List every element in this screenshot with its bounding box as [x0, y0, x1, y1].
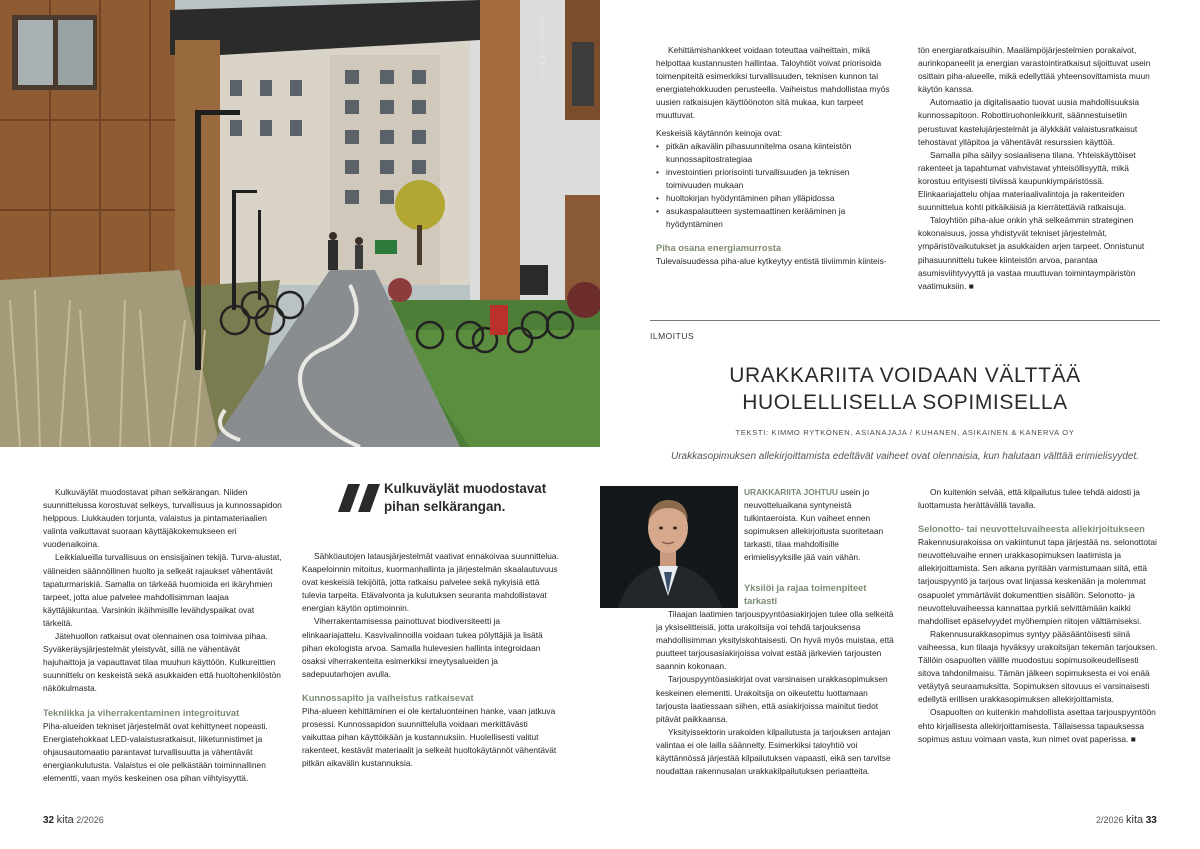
left-page-footer [43, 814, 104, 826]
advert-col-1-continued [656, 580, 894, 778]
list-item: • huoltokirjan hyödyntäminen pihan ylläpidossa [656, 192, 896, 205]
subheading: Yksilöi ja rajaa toimenpiteet tarkasti [744, 583, 867, 606]
subheading: Kunnossapito ja vaiheistus ratkaisevat [302, 692, 474, 703]
issue-number: 2/2026 [76, 815, 104, 825]
page-number: 32 [43, 815, 55, 826]
advert-col-1 [744, 486, 894, 565]
list-item: • investointien priorisointi turvallisuuden ja teknisen toimivuuden mukaan [656, 166, 896, 192]
bullet-list [656, 140, 896, 232]
paragraph: Tarjouspyyntöasiakirjat ovat varsinaisen urakkasopimuksen keskeinen elementti. Urakoitsija on oikeutettu luottamaan tarjousta laatiessaan siihen, että asiakirjoissa mainitut tiedot pitävät paikkaansa. [656, 674, 888, 724]
subheading: Tekniikka ja viherrakentaminen integroituvat [43, 707, 240, 718]
magazine-name: kita [1126, 814, 1144, 826]
left-col-2 [302, 550, 562, 770]
advert-label: ILMOITUS [650, 331, 695, 341]
right-col-1 [656, 44, 896, 268]
courtyard-photo [0, 0, 600, 447]
subheading: Piha osana energiamurrosta [656, 243, 782, 254]
issue-number: 2/2026 [1096, 815, 1124, 825]
left-col-1 [43, 486, 283, 785]
paragraph: Tilaajan laatimien tarjouspyyntöasiakirjojen tulee olla selkeitä ja yksiselitteisiä, jotta urakoitsija voi tehdä tarjouksensa mahdollisimman yksityiskohtaisesti. On hyvä myös muistaa, että puutteet tarjousasiakirjoissa voivat estää järkevien tarjousten saannin kokonaan. [656, 609, 894, 672]
paragraph: On kuitenkin selvää, että kilpailutus tulee tehdä aidosti ja luottamusta herättävällä tavalla. [918, 487, 1140, 511]
lead-rest: usein jo neuvotteluaikana syntyneistä tulkintaeroista. Kun vaiheet ennen sopimuksen allekirjoitusta suoritetaan tarkasti, tilaa mahdollisille erimielisyyksille jää vain vähän. [744, 487, 884, 563]
paragraph: Taloyhtiön piha-alue onkin yhä selkeämmin strateginen kokonaisuus, jossa yhdistyvät tekniset järjestelmät, ympäristövaikutukset ja asukkaiden arjen tarpeet. Onnistunut pihasuunnittelu tukee kiinteistön arvoa, parantaa asumisviihtyvyyttä ja vastaa muuttuvan toimintaympäristön vaatimuksiin. ■ [918, 215, 1145, 291]
paragraph [744, 486, 894, 565]
paragraph: Piha-alueiden tekniset järjestelmät ovat kehittyneet nopeasti. Energiatehokkaat LED-valaistusratkaisut, liiketunnistimet ja ohjausautomaatio parantavat turvallisuutta ja vähentävät energiankulutusta. Valaistus ei ole pelkästään toiminnallinen elementti, vaan myös keskeinen osa pihan viihtyisyyttä. [43, 720, 268, 783]
quote-mark-icon [338, 484, 382, 512]
byline: TEKSTI: KIMMO RYTKÖNEN, ASIANAJAJA / KUHANEN, ASIKAINEN & KANERVA OY [735, 428, 1075, 437]
magazine-name: kita [56, 814, 74, 826]
paragraph: Tulevaisuudessa piha-alue kytkeytyy entistä tiiviimmin kiinteis- [656, 256, 887, 267]
paragraph: Yksityissektorin urakoiden kilpailutusta ja tarjouksen antajan valintaa ei ole laillа säännelty. Esimerkiksi taloyhtiö voi käyttännössä järjestää kilpailutuksen vapaasti, eikä sen tarvitse noudattaa rakennusalan urakkakilpailutuksen periaatteita. [656, 726, 891, 777]
paragraph: Rakennusurakoissa on vakiintunut tapa järjestää ns. selonottotai neuvotteluvaihe ennen urakkasopimuksen laatimista ja allekirjoittamista. Sen aikana pyritään varmistumaan siitä, että tarjouspyyntö ja tarjous ovat linjassa keskenään ja molemmat osapuolet ymmärtävät dokumenttien sisällön. Selonotto- ja neuvotteluvaiheessa kannattaa pyrkiä selvittämään kaikki mahdolliset epäselvyydet myöhempien riitojen välttämiseksi. [918, 537, 1157, 626]
paragraph: Leikkialueilla turvallisuus on ensisijainen tekijä. Turva-alustat, välineiden säännöllinen huolto ja selkeät rajaukset vähentävät tapaturmariskiä. Samalla on tärkeää huomioida eri ikäryhmien tarpeet, jotta alue palvelee mahdollisimman laajaa käyttäjäkuntaa. Varsinkin ikäihmisille levähdyspaikat ovat tärkeitä. [43, 552, 282, 628]
paragraph: Rakennusurakkasopimus syntyy pääsääntöisesti siinä vaiheessa, kun tilaaja hyväksyy urakoitsijan tekemän tarjouksen. Tällöin osapuolten välille muodostuu sopimusoikeudellisesti sitova tahdonilmaisu. Tämän jälkeen sopimuksesta ei voi enää vetäytyä seuraamuksitta. Sopimuksen sitovuus ei varsinaisesti edellytä erillisen urakkasopimuksen allekirjoittamista. [918, 628, 1158, 705]
right-col-2 [918, 44, 1158, 293]
subheading: Selonotto- tai neuvotteluvaiheesta allekirjoitukseen [918, 524, 1145, 535]
photo-credit: KUVA: PEKELS [538, 14, 545, 79]
list-item: • pitkän aikavälin pihasuunnitelma osana kiinteistön kunnossapitostrategiaa [656, 140, 896, 166]
paragraph: Automaatio ja digitalisaatio tuovat uusia mahdollisuuksia kunnossapitoon. Robottiruohonleikkurit, säännestuisetiin perustuvat kastelujärjestelmät ja älykkäät valaistusratkaisut tehostavat ylläpitoa ja vähentävät resurssien käyttöä. [918, 97, 1140, 147]
page-number: 33 [1145, 815, 1157, 826]
pull-quote-text: Kulkuväylät muodostavat pihan selkärangan. [384, 481, 547, 514]
advert-col-2 [918, 486, 1158, 746]
list-title: Keskeisiä käytännön keinoja ovat: [656, 127, 783, 138]
advert-title: URAKKARIITA VOIDAAN VÄLTTÄÄ HUOLELLISELLA SOPIMISELLA [729, 364, 1081, 414]
paragraph: Sähköautojen latausjärjestelmät vaativat ennakoivaa suunnittelua. Kaapeloinnin mitoitus, kuormanhallinta ja järjestelmän skaalautuvuus ovat keskeisiä tekijöitä, jotta ratkaisu palvelee sekä nykyisiä että tulevia tarpeita. Etävalvonta ja kulutuksen seuranta mahdollistavat energian käytön optimoinnin. [302, 551, 559, 614]
section-divider [650, 320, 1160, 321]
paragraph: Osapuolten on kuitenkin mahdollista asettaa tarjouspyyntöön ehto kirjallisesta allekirjoittamisesta. Tällaisessa tapauksessa sopimus astuu voimaan vasta, kun nimet ovat paperissa. ■ [918, 707, 1156, 744]
paragraph: tön energiaratkaisuihin. Maalämpöjärjestelmien porakaivot, aurinkopaneelit ja energian varastointiratkaisut sijoittuvat usein osittain piha-alueelle, mikä edellyttää yhteensovittamista muun käytön kanssa. [918, 45, 1151, 95]
paragraph: Jätehuollon ratkaisut ovat olennainen osa toimivaa pihaa. Syväkeräysjärjestelmät yleistyvät, sillä ne vähentävät hajuhaittoja ja vapauttavat tilaa muuhun käyttöön. Kulkureittien suunnittelu on keskeistä sekä asukkaiden että huoltohenkilöstön näkökulmasta. [43, 631, 281, 694]
paragraph: Kehittämishankkeet voidaan toteuttaa vaiheittain, mikä helpottaa kustannusten hallintaa. Taloyhtiöt voivat priorisoida toimenpiteitä esimerkiksi turvallisuuden, teknisen kunnon tai energiatehokkuuden perusteella. Vaiheistus mahdollistaa myös uusien ratkaisujen käyttöönoton sitä mukaa, kun tarpeet muuttuvat. [656, 45, 890, 121]
paragraph: Kulkuväylät muodostavat pihan selkärangan. Niiden suunnittelussa korostuvat selkeys, turvallisuus ja kunnossapidon helppous. Liukkauden torjunta, valaistus ja pintamateriaalien valinta vaikuttavat suoraan käyttäjäkokemukseen eri vuodenaikoina. [43, 487, 282, 550]
paragraph: Piha-alueen kehittäminen ei ole kertaluonteinen hanke, vaan jatkuva prosessi. Kunnossapidon suunnittelulla voidaan merkittävästi vaikuttaa pihan käyttöikään ja kustannuksiin. Huolellisesti valitut rakenteet, kestävät materiaalit ja selkeät huoltokäytännöt vähentävät pitkän aikavälin kustannuksia. [302, 705, 557, 769]
list-item: • asukaspalautteen systemaattinen kerääminen ja hyödyntäminen [656, 205, 896, 231]
paragraph: Viherrakentamisessa painottuvat biodiversiteetti ja elinkaariajattelu. Kasvivalinnoilla voidaan tukea pölyttäjiä ja lisätä pihan ekologista arvoa. Samalla hulevesien hallinta integroidaan osaksi viherrakenteita esimerkiksi imeytysalueiden ja sadepuutarhojen avulla. [302, 616, 543, 679]
right-page-footer [1096, 814, 1157, 826]
ingress: Urakkasopimuksen allekirjoittamista edeltävät vaiheet ovat olennaisia, kun halutaan välttää erimielisyydet. [670, 451, 1140, 462]
paragraph: Samalla piha säilyy sosiaalisena tilana. Yhteiskäyttöiset rakenteet ja tapahtumat vahvistavat yhteisöllisyyttä, mikä korostuu erityisesti tiiviissä kaupunkiympäristössä. Elinkaariajattelu ohjaa materiaalivalintoja ja rakenteiden suunnittelua kohti pitkäikäisiä ja kierrätettäviä ratkaisuja. [918, 149, 1136, 213]
lead-in: URAKKARIITA JOHTUU [744, 487, 838, 497]
